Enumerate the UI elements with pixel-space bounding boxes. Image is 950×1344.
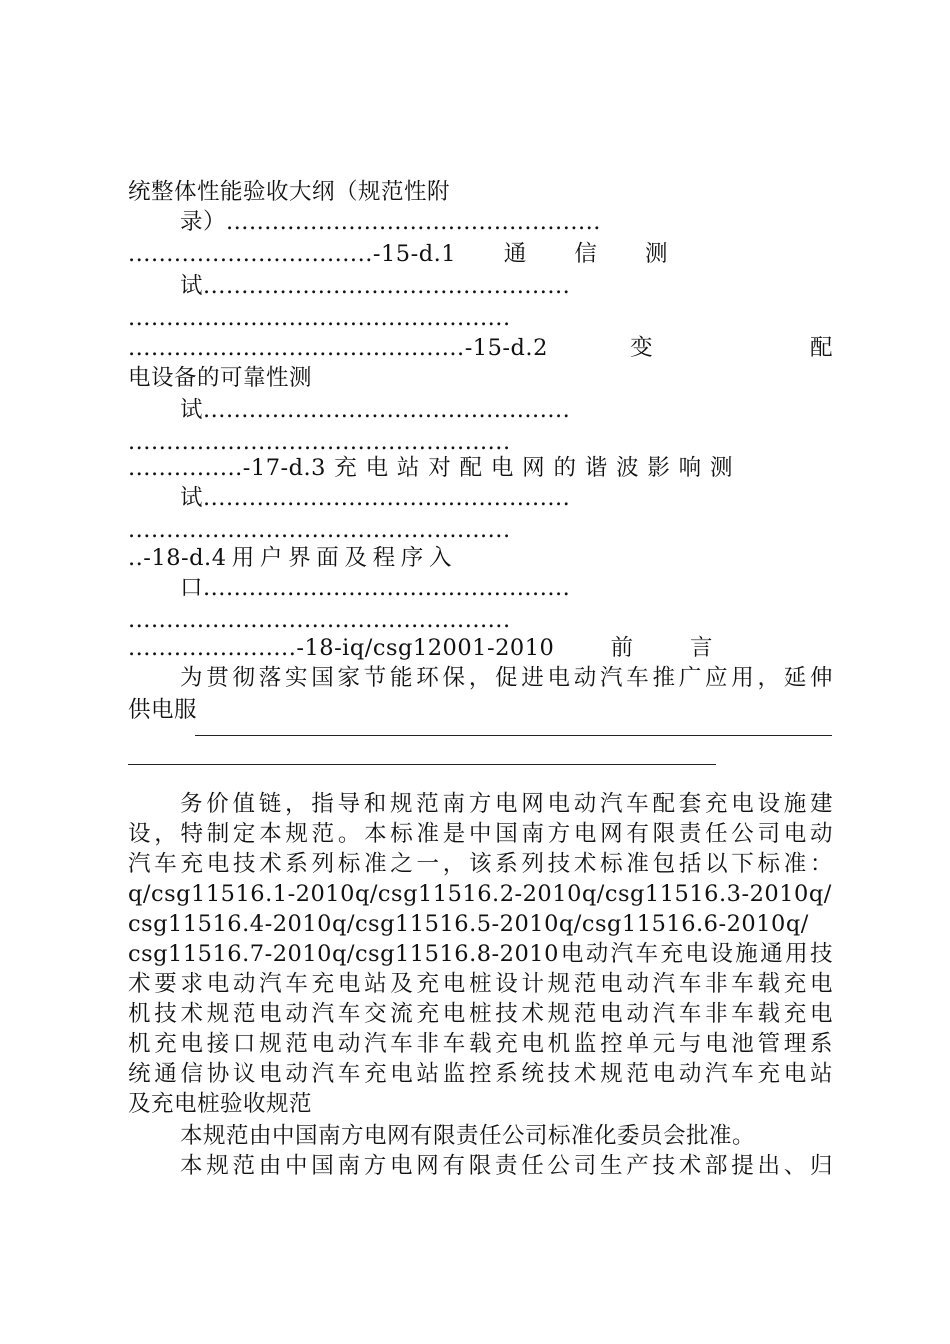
foreword-line: 为贯彻落实国家节能环保，促进电动汽车推广应用，延伸 (180, 665, 833, 691)
page-break-rule (195, 735, 832, 736)
body-line: 统通信协议电动汽车充电站监控系统技术规范电动汽车充电站 (128, 1061, 833, 1087)
proposal-line: 本规范由中国南方电网有限责任公司生产技术部提出、归 (180, 1153, 833, 1179)
toc-line: 电设备的可靠性测 (128, 365, 313, 391)
foreword-line: 供电服 (128, 697, 198, 723)
approval-line: 本规范由中国南方电网有限责任公司标准化委员会批准。 (180, 1123, 756, 1149)
body-line: 务价值链，指导和规范南方电网电动汽车配套充电设施建 (180, 791, 833, 817)
toc-line: ................................-15-d.1通信测 (128, 241, 668, 267)
toc-line: 口................................................ (180, 575, 571, 601)
toc-line: 录）................................................. (180, 209, 601, 235)
toc-line: 试................................................ (180, 397, 571, 423)
toc-line: 统整体性能验收大纲（规范性附 (128, 179, 451, 205)
body-line: 设，特制定本规范。本标准是中国南方电网有限责任公司电动 (128, 821, 833, 847)
body-line: 机充电接口规范电动汽车非车载充电机监控单元与电池管理系 (128, 1031, 833, 1057)
body-line: 汽车充电技术系列标准之一，该系列技术标准包括以下标准： (128, 851, 833, 877)
body-line: 及充电桩验收规范 (128, 1091, 313, 1117)
body-line: csg11516.7-2010q/csg11516.8-2010电动汽车充电设施通用技 (128, 941, 833, 967)
body-line: csg11516.4-2010q/csg11516.5-2010q/csg11516.6-2010q/ (128, 911, 809, 937)
toc-line: .................................................. (128, 517, 511, 543)
toc-line: 试................................................ (180, 485, 571, 511)
toc-line: ......................-18-iq/csg12001-2010前言 (128, 635, 713, 661)
toc-line: ...............-17-d.3充电站对配电网的谐波影响测 (128, 455, 733, 481)
toc-line: .................................................. (128, 305, 511, 331)
toc-line: ............................................-15-d.2 变 配 (128, 335, 833, 361)
toc-line: 试................................................ (180, 273, 571, 299)
body-line: 机技术规范电动汽车交流充电桩技术规范电动汽车非车载充电 (128, 1001, 833, 1027)
toc-line: ..-18-d.4用户界面及程序入 (128, 545, 452, 571)
body-line: q/csg11516.1-2010q/csg11516.2-2010q/csg11516.3-2010q/ (128, 881, 832, 907)
body-line: 术要求电动汽车充电站及充电桩设计规范电动汽车非车载充电 (128, 971, 833, 997)
page-break-rule (128, 764, 716, 765)
toc-line: .................................................. (128, 429, 511, 455)
toc-line: .................................................. (128, 607, 511, 633)
